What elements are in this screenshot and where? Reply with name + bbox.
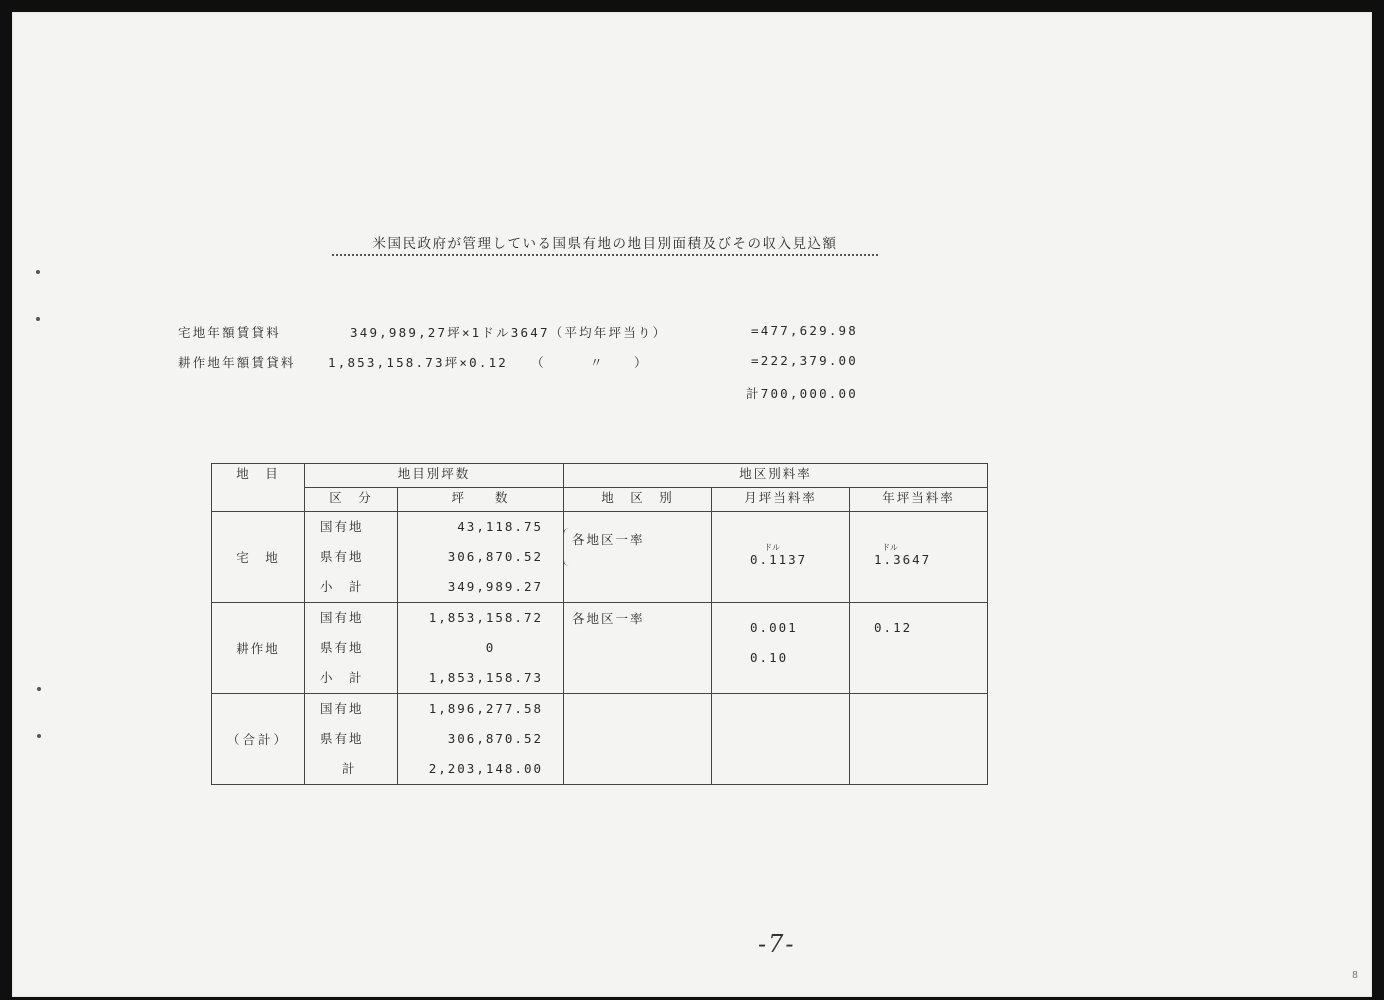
group-header-row	[212, 464, 988, 488]
category-cell	[305, 512, 398, 603]
category-cell	[305, 603, 398, 694]
punch-mark	[36, 317, 40, 321]
category-value: 小 計	[320, 670, 364, 685]
bracket-mark	[563, 528, 570, 566]
col-header-district: 地 区 別	[564, 488, 712, 512]
page-number: -7-	[758, 930, 796, 958]
col-header-monthly: 月坪当料率	[712, 488, 850, 512]
calc-line-farmland	[178, 353, 858, 371]
yearly-rate-cell	[850, 694, 988, 785]
tsubo-value: 2,203,148.00	[428, 761, 544, 776]
yearly-rate-cell	[850, 603, 988, 694]
tsubo-value: 349,989.27	[447, 579, 544, 594]
category-value: 国有地	[320, 610, 364, 625]
monthly-rate-cell	[712, 512, 850, 603]
corner-mark: 8	[1352, 970, 1359, 981]
col-header-category: 区 分	[305, 488, 398, 512]
calc-label: 耕作地年額賃貸料	[178, 355, 296, 370]
monthly-rate-value: 0.1137	[750, 552, 808, 567]
tsubo-cell	[398, 512, 564, 603]
tsubo-value: 43,118.75	[457, 519, 544, 534]
table-row-total	[212, 694, 988, 785]
calc-expression: 349,989,27坪×1ドル3647（平均年坪当り）	[350, 325, 668, 340]
yearly-rate-value: 0.12	[874, 620, 913, 635]
tsubo-value: 1,896,277.58	[428, 701, 544, 716]
tsubo-value: 1,853,158.72	[428, 610, 544, 625]
tsubo-value: 306,870.52	[447, 549, 544, 564]
land-type-cell: （合計）	[212, 694, 305, 785]
category-value: 小 計	[320, 579, 364, 594]
monthly-rate-value: 0.10	[750, 650, 789, 665]
category-value: 国有地	[320, 519, 364, 534]
category-value: 計	[342, 761, 357, 776]
punch-mark	[36, 270, 40, 274]
category-value: 県有地	[320, 640, 364, 655]
category-value: 国有地	[320, 701, 364, 716]
punch-mark	[37, 687, 41, 691]
calc-expression: 1,853,158.73坪×0.12 （ 〃 ）	[328, 355, 649, 370]
group-header-rate: 地区別料率	[564, 464, 988, 488]
calc-result: =222,379.00	[751, 353, 858, 368]
calc-result: =477,629.98	[751, 323, 858, 338]
district-cell: 各地区一率	[564, 603, 712, 694]
tsubo-value: 306,870.52	[447, 731, 544, 746]
district-cell: 各地区一率	[564, 512, 712, 603]
yearly-rate-cell	[850, 512, 988, 603]
yearly-rate-value: 1.3647	[874, 552, 932, 567]
tsubo-cell	[398, 603, 564, 694]
monthly-rate-value: 0.001	[750, 620, 798, 635]
land-table	[211, 463, 988, 785]
calc-line-residential	[178, 323, 858, 341]
tsubo-value: 0	[485, 640, 496, 655]
col-header-land-type: 地 目	[212, 464, 305, 512]
tsubo-cell	[398, 694, 564, 785]
calc-total: 計700,000.00	[746, 386, 858, 401]
group-header-area: 地目別坪数	[305, 464, 564, 488]
table-row-farmland	[212, 603, 988, 694]
monthly-rate-cell	[712, 694, 850, 785]
land-type-cell: 宅 地	[212, 512, 305, 603]
table-row-residential	[212, 512, 988, 603]
district-cell	[564, 694, 712, 785]
category-value: 県有地	[320, 549, 364, 564]
column-header-row	[212, 488, 988, 512]
document-title: 米国民政府が管理している国県有地の地目別面積及びその収入見込額	[332, 232, 878, 256]
calc-label: 宅地年額賃貸料	[178, 325, 281, 340]
category-value: 県有地	[320, 731, 364, 746]
dollar-unit: ドル	[882, 543, 899, 552]
land-type-cell: 耕作地	[212, 603, 305, 694]
col-header-tsubo: 坪 数	[398, 488, 564, 512]
tsubo-value: 1,853,158.73	[428, 670, 544, 685]
punch-mark	[37, 734, 41, 738]
calc-total-line	[700, 384, 858, 402]
col-header-yearly: 年坪当料率	[850, 488, 988, 512]
category-cell	[305, 694, 398, 785]
monthly-rate-cell	[712, 603, 850, 694]
dollar-unit: ドル	[764, 543, 781, 552]
